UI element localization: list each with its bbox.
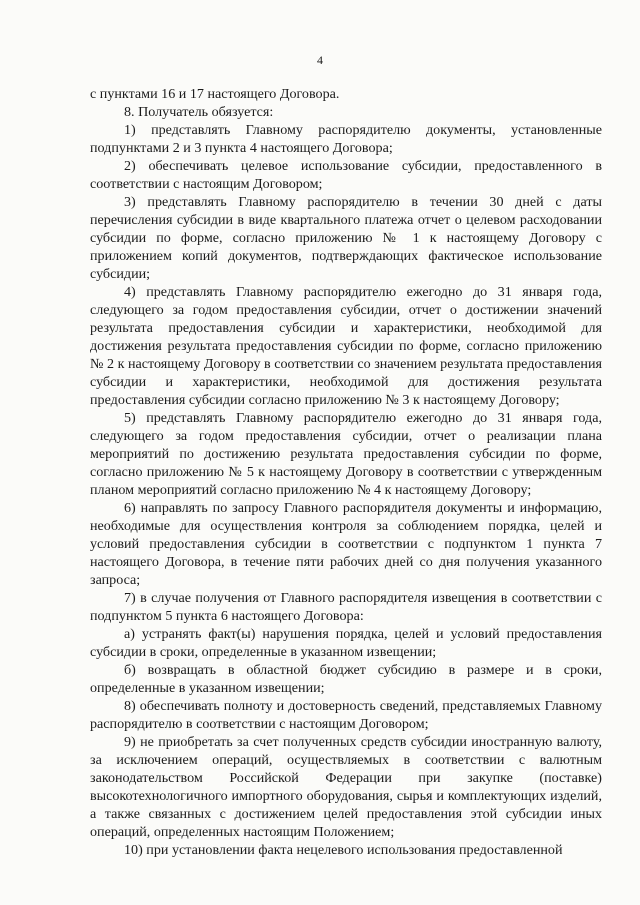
clause-8-heading: 8. Получатель обязуется: xyxy=(124,104,274,120)
clause-8-item-6: 6) направлять по запросу Главного распорядителя документы и информацию, необходимые для осуществления контроля за соблюдением порядка, целей и условий предоставления субсидии в соответствии с подпунктом 1 пункта 7 настоящего Договора, в течение пяти рабочих дней со дня получения указанного запроса; xyxy=(90,500,602,588)
document-body xyxy=(90,85,602,859)
clause-8-item-1: 1) представлять Главному распорядителю документы, установленные подпунктами 2 и 3 пункта 4 настоящего Договора; xyxy=(90,122,602,156)
clause-8-item-5: 5) представлять Главному распорядителю ежегодно до 31 января года, следующего за годом предоставления субсидии, отчет о реализации плана мероприятий по достижению результата предоставления субсидии по форме, согласно приложению № 5 к настоящему Договору в соответствии с утвержденным планом мероприятий согласно приложению № 4 к настоящему Договору; xyxy=(90,410,602,498)
clause-8-item-4: 4) представлять Главному распорядителю ежегодно до 31 января года, следующего за годом предоставления субсидии, отчет о достижении значений результата предоставления субсидии и характеристики, необходимой для достижения результата предоставления субсидии по форме, согласно приложению № 2 к настоящему Договору в соответствии со значением результата предоставления субсидии и характеристики, необходимой для достижения результата предоставления субсидии согласно приложению № 3 к настоящему Договору; xyxy=(90,284,602,408)
clause-8-item-3: 3) представлять Главному распорядителю в течении 30 дней с даты перечисления субсидии в виде квартального платежа отчет о целевом расходовании субсидии по форме, согласно приложению № 1 к настоящему Договору с приложением копий документов, подтверждающих фактическое использование субсидии; xyxy=(90,194,602,282)
paragraph-continuation: с пунктами 16 и 17 настоящего Договора. xyxy=(90,86,340,102)
clause-8-item-2: 2) обеспечивать целевое использование субсидии, предоставленного в соответствии с настоящим Договором; xyxy=(90,158,602,192)
page-number: 4 xyxy=(317,53,323,67)
clause-8-item-9: 9) не приобретать за счет полученных средств субсидии иностранную валюту, за исключением операций, осуществляемых в соответствии с валютным законодательством Российской Федерации при закупке (поставке) высокотехнологичного импортного оборудования, сырья и комплектующих изделий, а также связанных с достижением целей предоставления этой субсидии иных операций, определенных настоящим Положением; xyxy=(90,734,602,840)
clause-8-item-8: 8) обеспечивать полноту и достоверность сведений, представляемых Главному распорядителю в соответствии с настоящим Договором; xyxy=(90,698,602,732)
clause-8-item-7b: б) возвращать в областной бюджет субсидию в размере и в сроки, определенные в указанном извещении; xyxy=(90,662,602,696)
clause-8-item-7a: а) устранять факт(ы) нарушения порядка, целей и условий предоставления субсидии в сроки, определенные в указанном извещении; xyxy=(90,626,602,660)
clause-8-item-7: 7) в случае получения от Главного распорядителя извещения в соответствии с подпунктом 5 пункта 6 настоящего Договора: xyxy=(90,590,602,624)
clause-8-item-10: 10) при установлении факта нецелевого использования предоставленной xyxy=(124,842,563,858)
